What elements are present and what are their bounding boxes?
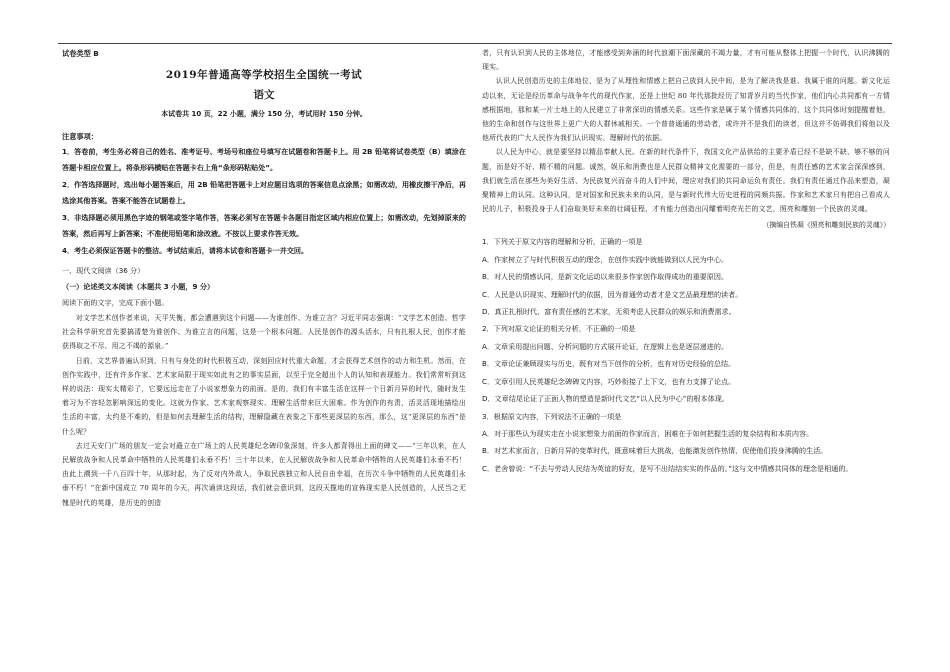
notes-title: 注意事项：	[62, 132, 98, 141]
note-item: 1．答卷前，考生务必将自己的姓名、准考证号、考场号和座位号填写在试题卷和答题卡上。用 2B 铅笔将试卷类型（B）填涂在答题卡相应位置上。将条形码横贴在答题卡右上角“条形码粘贴处”。	[62, 147, 466, 172]
question-option: A．作家树立了与时代积极互动的理念，在创作实践中就能做到以人民为中心。	[482, 254, 729, 264]
section-title: 一、现代文阅读（36 分）	[62, 266, 145, 275]
question-option: B．文章论证兼顾现实与历史，既有对当下创作的分析，也有对历史经验的总结。	[482, 359, 736, 369]
passage-paragraph: 去过天安门广场的朋友一定会对矗立在广场上的人民英雄纪念碑印象深刻，许多人都背得出上面的碑文——“三年以来，在人民解放战争和人民革命中牺牲的人民英雄们永垂不朽！三十年以来，在人民解放战争和人民革命中牺牲的人民英雄们永垂不朽！由此上溯到一千八百四十年，从那时起，为了反对内外敌人，争取民族独立和人民自由幸福，在历次斗争中牺牲的人民英雄们永垂不朽！”在新中国成立 70 周年的今天，再次诵读这段话，我们就会意识到，这段天揽地的宣佈现实是人民创造的，人民当之无愧是时代的英雄，是历史的创造	[62, 441, 466, 507]
subsection-title: （一）论述类文本阅读（本题共 3 小题，9 分）	[62, 282, 215, 291]
passage-paragraph: 者，只有认识到人民的主体地位，才能感受到奔涌的时代浪潮下面深藏的不竭力量，才有可能从整体上把握一个时代，认识沸腾的现实。	[482, 49, 890, 72]
question-stem: 1．下列关于原文内容的理解和分析，正确的一项是	[482, 237, 643, 247]
question-option: A．对于那些认为现实走在小说家想象力前面的作家而言，困难在于如何把握生活的复杂结构和本质内容。	[482, 428, 814, 438]
question-1	[482, 233, 890, 320]
question-option: C．人民是认识现实、理解时代的依据，因为普通劳动者才是文艺品最理想的读者。	[482, 289, 743, 299]
passage-paragraph: 认识人民创造历史的主体地位，是为了从理性和情感上把自己放到人民中间，是为了解决我是谁、我属于谁的问题。新文化运动以来，无论是经历革命与战争年代的现代作家，还是上世纪 80 年代那批经历了知青岁月的当代作家，他们内心共同都有一方情感根据地，那和某一片土地上的人民建立了非常深切的情感关系。这些作家是属于某个情感共同体的，这个共同体时刻提醒着他，他的生命和创作与这世界上更广大的人群休戚相关。一个普普通通的劳动者，或许并不是我们的读者，但这并不妨碍我们将他以及他所代表的广大人民作为我们认识现实、理解时代的依据。	[482, 77, 890, 143]
question-stem: 3．根据原文内容，下列说法不正确的一项是	[482, 411, 622, 421]
question-option: A．文章采用提出问题、分析问题的方式展开论证，在逻辑上也是逐层递进的。	[482, 341, 729, 351]
note-item: 4．考生必须保证答题卡的整洁。考试结束后，请将本试卷和答题卡一并交回。	[62, 246, 309, 255]
passage-paragraph: 以人民为中心，就是要坚持以精品奉献人民。在新的时代条件下，我国文化产品供给的主要矛盾已经不是缺不缺、够不够的问题，而是好不好、精不精的问题。诚然，娱乐和消费也是人民群众精神文化需要的一部分，但是，有责任感的艺术家会深深感到，我们就生活在那些为美好生活、为民族复兴而奋斗的人们中间，理应对我们的共同命运负有责任。我们有责任通过作品来塑造，凝聚精神上的认同。这种认同，是对国家和民族未来的认同，是与新时代伟大历史进程的同频共振。作家和艺术家只有把自己看成人民的儿子，积极投身于人们奋取美好未来的壮阔征程，才有能力创造出闪耀着明亮光芒的文艺，照亮和雕刻一个民族的灵魂。	[482, 148, 890, 214]
passage-paragraph: 对文学艺术创作者来说，天平失衡，都会遭遇到这个问题——为谁创作、为谁立言？习近平同志强调：“文学艺术创造、哲学社会科学研究首先要搞清楚为谁创作、为谁立言的问题，这是一个根本问题。人民是创作的源头活水，只有扎根人民，创作才能获得取之不尽、用之不竭的源泉。”	[62, 314, 466, 351]
question-option: C．文章引用人民英雄纪念碑碑文内容，巧妙衔接了上下文，也有力支撑了论点。	[482, 376, 736, 386]
passage-source: （摘编自铁凝《照亮和雕刻民族的灵魂》）	[762, 221, 890, 230]
reading-instruction: 阅读下面的文字，完成下面小题。	[62, 298, 169, 307]
left-column	[62, 46, 466, 510]
question-option: B．对人民的情感认同，是新文化运动以来很多作家创作取得成功的重要原因。	[482, 272, 729, 282]
exam-meta: 本试卷共 10 页，22 小题，满分 150 分，考试用时 150 分钟。	[161, 110, 367, 118]
exam-type-label: 试卷类型 B	[62, 49, 99, 58]
note-item: 3．非选择题必须用黑色字迹的钢笔或签字笔作答，答案必须写在答题卡各题目指定区域内相应位置上；如需改动，先划掉原来的答案，然后再写上新答案；不准使用铅笔和涂改液。不按以上要求作答无效。	[62, 213, 466, 238]
note-item: 2．作答选择题时，选出每小题答案后，用 2B 铅笔把答题卡上对应题目选项的答案信息点涂黑；如需改动，用橡皮擦干净后，再选涂其他答案。答案不能答在试题卷上。	[62, 180, 466, 205]
question-3	[482, 408, 890, 478]
subject-title: 语文	[253, 89, 275, 101]
question-stem: 2．下列对原文论证的相关分析，不正确的一项是	[482, 324, 636, 334]
question-2	[482, 320, 890, 407]
top-rule	[58, 43, 892, 44]
question-option: B．对艺术家而言，日新月异的变革时代，既意味着巨大挑战，也能激发创作热情，促使他们投身沸腾的生活。	[482, 446, 828, 456]
exam-title: 2019年普通高等学校招生全国统一考试	[165, 69, 363, 81]
question-option: C．老舍曾说：“不去与劳动人民结为英谊的好友，是写不出结结实实的作品的。”这与文中情感共同体的理念是相通的。	[482, 463, 853, 473]
question-option: D．文章结尾论证了正面人物的塑造是新时代文艺“以人民为中心”的根本体现。	[482, 394, 729, 404]
question-option: D．真正扎根时代、富有责任感的艺术家，无须考虑人民群众的娱乐和消费需求。	[482, 307, 736, 317]
right-column	[482, 46, 890, 477]
passage-paragraph: 日前，文艺界普遍认识到，只有与身处的时代积极互动，深刻回应时代重大命题，才会获得艺术创作的动力和生机。然而，在创作实践中，还有许多作家、艺术家局限于现实如此有之的事实层面，以至于完全超出个人的认知和表现能力。我们常常听到这样的说法：现实太精彩了，它要远远走在了小说家想象力的前面。是的，我们有丰富生活在这样一个日新月异的时代，随时发生着习为不容轻忽影响深远的变化。这就为作家、艺术家观察现实、理解生活带来巨大困难。作为创作的有责，活灵活现地描绘出生活的丰富，太约是不难的，但是如何去理解生活的结构，理解隐藏在表象之下那些更深层的东西，那么，这“更深层的东西”是什么呢？	[62, 356, 466, 436]
